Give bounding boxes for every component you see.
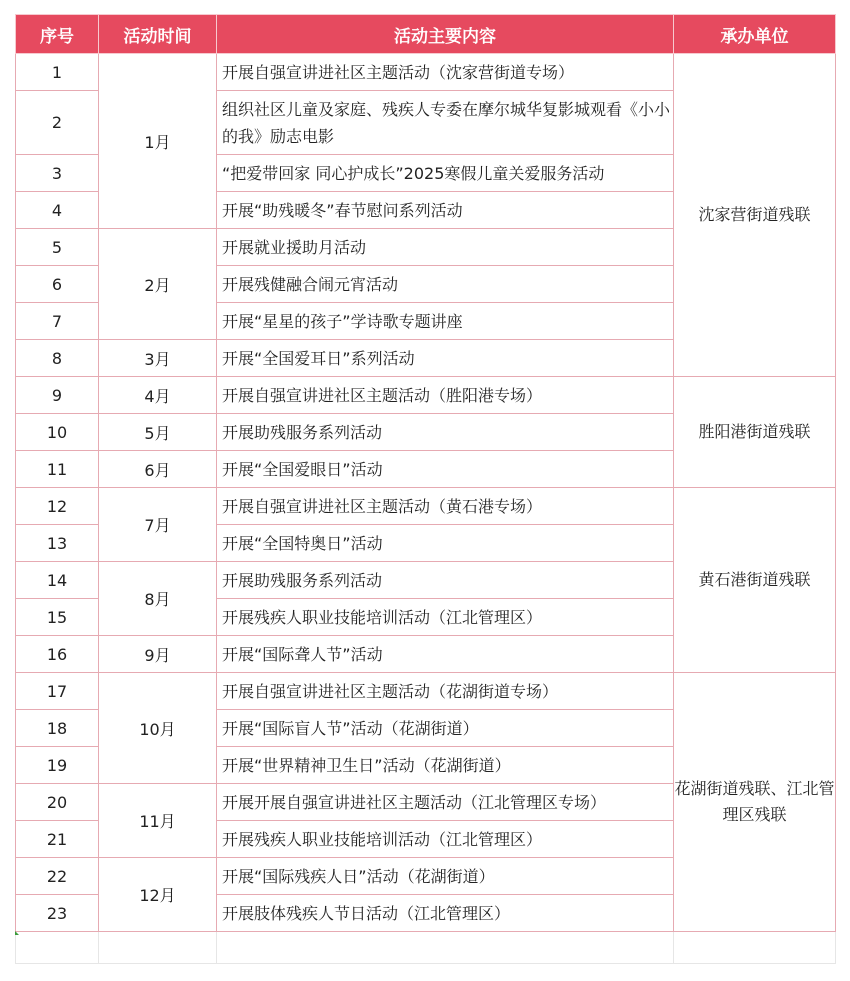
content-cell: 开展开展自强宣讲进社区主题活动（江北管理区专场） bbox=[217, 784, 674, 821]
empty-cell bbox=[99, 932, 217, 964]
month-cell: 7月 bbox=[99, 488, 217, 562]
content-cell: 开展肢体残疾人节日活动（江北管理区） bbox=[217, 895, 674, 932]
seq-cell: 17 bbox=[16, 673, 99, 710]
content-cell: 开展“全国爱耳日”系列活动 bbox=[217, 340, 674, 377]
seq-cell: 20 bbox=[16, 784, 99, 821]
table-row bbox=[16, 377, 836, 414]
content-cell: 开展就业援助月活动 bbox=[217, 229, 674, 266]
header-seq: 序号 bbox=[16, 15, 99, 54]
content-cell: 开展自强宣讲进社区主题活动（黄石港专场） bbox=[217, 488, 674, 525]
content-cell: 开展“国际盲人节”活动（花湖街道） bbox=[217, 710, 674, 747]
seq-cell: 7 bbox=[16, 303, 99, 340]
seq-cell: 6 bbox=[16, 266, 99, 303]
seq-cell: 3 bbox=[16, 155, 99, 192]
month-cell: 1月 bbox=[99, 54, 217, 229]
content-cell: 开展“国际残疾人日”活动（花湖街道） bbox=[217, 858, 674, 895]
seq-cell: 16 bbox=[16, 636, 99, 673]
month-cell: 5月 bbox=[99, 414, 217, 451]
empty-row bbox=[16, 932, 836, 964]
seq-cell: 9 bbox=[16, 377, 99, 414]
month-cell: 4月 bbox=[99, 377, 217, 414]
content-cell: 开展残疾人职业技能培训活动（江北管理区） bbox=[217, 821, 674, 858]
seq-cell: 5 bbox=[16, 229, 99, 266]
header-content: 活动主要内容 bbox=[217, 15, 674, 54]
content-cell: 开展自强宣讲进社区主题活动（胜阳港专场） bbox=[217, 377, 674, 414]
seq-cell: 23 bbox=[16, 895, 99, 932]
cell-marker-triangle bbox=[15, 931, 19, 935]
content-cell: 开展“星星的孩子”学诗歌专题讲座 bbox=[217, 303, 674, 340]
month-cell: 8月 bbox=[99, 562, 217, 636]
content-cell: 开展“全国特奥日”活动 bbox=[217, 525, 674, 562]
unit-cell: 沈家营街道残联 bbox=[674, 54, 836, 377]
seq-cell: 22 bbox=[16, 858, 99, 895]
empty-cell bbox=[217, 932, 674, 964]
header-unit: 承办单位 bbox=[674, 15, 836, 54]
content-cell: 开展自强宣讲进社区主题活动（花湖街道专场） bbox=[217, 673, 674, 710]
content-cell: 开展“全国爱眼日”活动 bbox=[217, 451, 674, 488]
seq-cell: 8 bbox=[16, 340, 99, 377]
content-cell: 开展“世界精神卫生日”活动（花湖街道） bbox=[217, 747, 674, 784]
seq-cell: 19 bbox=[16, 747, 99, 784]
month-cell: 2月 bbox=[99, 229, 217, 340]
content-cell: 开展自强宣讲进社区主题活动（沈家营街道专场） bbox=[217, 54, 674, 91]
seq-cell: 14 bbox=[16, 562, 99, 599]
month-cell: 6月 bbox=[99, 451, 217, 488]
content-cell: 开展残疾人职业技能培训活动（江北管理区） bbox=[217, 599, 674, 636]
content-cell: 开展助残服务系列活动 bbox=[217, 562, 674, 599]
table-row bbox=[16, 54, 836, 91]
activity-schedule-table bbox=[15, 14, 836, 964]
unit-cell: 胜阳港街道残联 bbox=[674, 377, 836, 488]
seq-cell: 21 bbox=[16, 821, 99, 858]
unit-cell: 花湖街道残联、江北管理区残联 bbox=[674, 673, 836, 932]
table-row bbox=[16, 673, 836, 710]
month-cell: 3月 bbox=[99, 340, 217, 377]
month-cell: 11月 bbox=[99, 784, 217, 858]
empty-cell bbox=[674, 932, 836, 964]
seq-cell: 12 bbox=[16, 488, 99, 525]
content-cell: 组织社区儿童及家庭、残疾人专委在摩尔城华复影城观看《小小的我》励志电影 bbox=[217, 91, 674, 155]
content-cell: 开展残健融合闹元宵活动 bbox=[217, 266, 674, 303]
unit-cell: 黄石港街道残联 bbox=[674, 488, 836, 673]
empty-cell bbox=[16, 932, 99, 964]
seq-cell: 13 bbox=[16, 525, 99, 562]
content-cell: 开展“助残暖冬”春节慰问系列活动 bbox=[217, 192, 674, 229]
table-row bbox=[16, 488, 836, 525]
seq-cell: 2 bbox=[16, 91, 99, 155]
seq-cell: 4 bbox=[16, 192, 99, 229]
seq-cell: 1 bbox=[16, 54, 99, 91]
seq-cell: 11 bbox=[16, 451, 99, 488]
seq-cell: 15 bbox=[16, 599, 99, 636]
header-row bbox=[16, 15, 836, 54]
header-time: 活动时间 bbox=[99, 15, 217, 54]
content-cell: 开展助残服务系列活动 bbox=[217, 414, 674, 451]
month-cell: 12月 bbox=[99, 858, 217, 932]
content-cell: “把爱带回家 同心护成长”2025寒假儿童关爱服务活动 bbox=[217, 155, 674, 192]
seq-cell: 10 bbox=[16, 414, 99, 451]
month-cell: 9月 bbox=[99, 636, 217, 673]
month-cell: 10月 bbox=[99, 673, 217, 784]
seq-cell: 18 bbox=[16, 710, 99, 747]
content-cell: 开展“国际聋人节”活动 bbox=[217, 636, 674, 673]
